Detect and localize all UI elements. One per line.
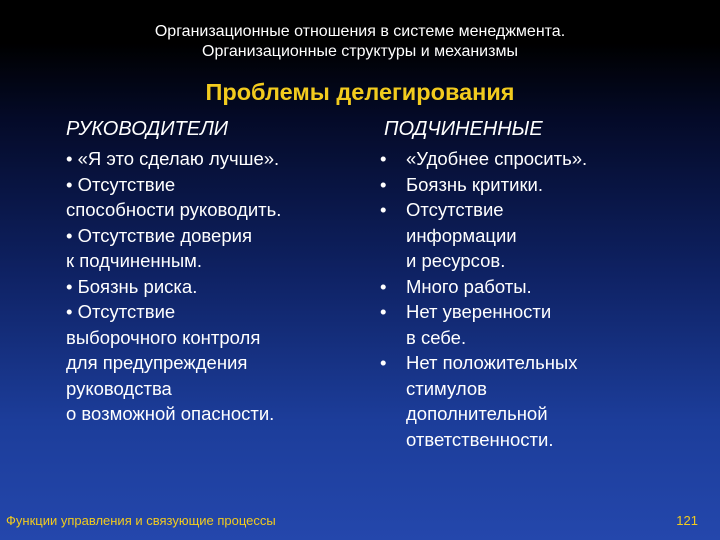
left-line: руководства: [66, 377, 172, 399]
slide-title: Проблемы делегирования: [205, 79, 515, 105]
header-line-2: Организационные структуры и механизмы: [202, 43, 518, 60]
left-column-heading: РУКОВОДИТЕЛИ: [66, 118, 229, 140]
left-line: • Отсутствие: [66, 301, 176, 322]
left-column-list: [66, 146, 366, 427]
page-number: 121: [676, 513, 698, 528]
right-list-item: [380, 274, 710, 300]
left-line: о возможной опасности.: [66, 403, 275, 424]
right-line: ответственности.: [406, 428, 554, 450]
left-line: • «Я это сделаю лучше».: [66, 148, 280, 169]
left-line: • Боязнь риска.: [66, 275, 198, 297]
right-list-item: [380, 350, 710, 452]
right-column-list: [380, 146, 710, 452]
bullet-marker: •: [380, 148, 387, 169]
right-line: Много работы.: [406, 275, 532, 297]
left-line: выборочного контроля: [66, 326, 261, 348]
left-line: • Отсутствие: [66, 173, 176, 195]
right-list-item: [380, 172, 710, 198]
right-list-item: [380, 146, 710, 172]
right-line: Боязнь критики.: [406, 173, 544, 195]
bullet-marker: •: [380, 199, 387, 220]
right-line: информации: [406, 224, 517, 246]
right-line: «Удобнее спросить».: [406, 148, 588, 169]
right-line: стимулов: [406, 377, 487, 399]
right-line: Отсутствие: [406, 199, 504, 220]
right-line: и ресурсов.: [406, 250, 506, 271]
bullet-marker: •: [380, 301, 387, 322]
right-line: в себе.: [406, 326, 467, 348]
right-line: Нет уверенности: [406, 301, 552, 322]
right-line: дополнительной: [406, 403, 548, 424]
right-list-item: [380, 197, 710, 274]
header-line-1: Организационные отношения в системе менеджмента.: [154, 23, 566, 40]
left-line: способности руководить.: [66, 199, 282, 220]
bullet-marker: •: [380, 275, 387, 297]
right-line: Нет положительных: [406, 352, 578, 373]
slide-header: [0, 22, 720, 62]
left-line: к подчиненным.: [66, 250, 202, 271]
footer-caption: Функции управления и связующие процессы: [6, 513, 276, 528]
left-line: • Отсутствие доверия: [66, 224, 252, 246]
bullet-marker: •: [380, 173, 387, 195]
right-column-heading: ПОДЧИНЕННЫЕ: [384, 118, 543, 140]
left-line: для предупреждения: [66, 352, 248, 373]
bullet-marker: •: [380, 352, 387, 373]
right-list-item: [380, 299, 710, 350]
